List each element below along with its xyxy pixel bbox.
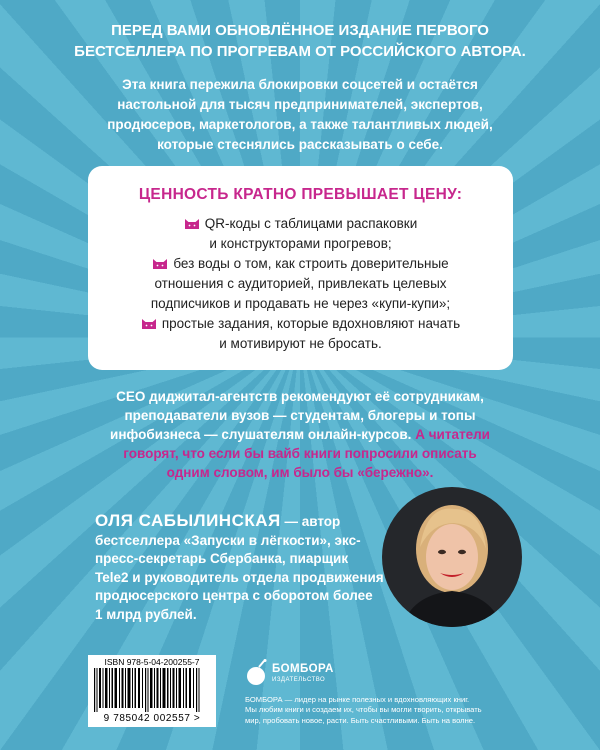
list-item — [88, 254, 513, 314]
publisher-desc-line: Мы любим книги и создаем их, чтобы вы могли творить, открывать — [245, 705, 482, 715]
publisher-subtitle: ИЗДАТЕЛЬСТВО — [272, 677, 326, 683]
author-bio-text: — автор — [280, 514, 341, 529]
headline-line: БЕСТСЕЛЛЕРА ПО ПРОГРЕВАМ ОТ РОССИЙСКОГО АВТОРА. — [74, 43, 526, 60]
author-bio-text: пресс-секретарь Сбербанка, пиарщик — [95, 551, 349, 566]
cat-face-icon — [152, 257, 168, 269]
author-bio — [95, 512, 385, 624]
reader-quote-text: А читатели — [415, 427, 490, 442]
author-bio-text: бестселлера «Запуски в лёгкости», экс- — [95, 532, 361, 548]
intro-line: продюсеров, маркетологов, а также талантливых людей, — [107, 117, 493, 132]
author-photo — [382, 487, 522, 627]
cat-face-icon — [184, 217, 200, 229]
headline-line: ПЕРЕД ВАМИ ОБНОВЛЁННОЕ ИЗДАНИЕ ПЕРВОГО — [111, 22, 489, 39]
author-bio-text: Tele2 и руководитель отдела продвижения — [95, 569, 384, 585]
card-title: ЦЕННОСТЬ КРАТНО ПРЕВЫШАЕТ ЦЕНУ: — [138, 186, 463, 203]
isbn-label: ISBN 978-5-04-200255-7 — [104, 657, 200, 667]
list-item-text: простые задания, которые вдохновляют начать — [161, 316, 461, 331]
reader-quote-text: одним словом, им было бы «бережно». — [166, 465, 434, 480]
list-item — [88, 214, 513, 254]
list-item-text: отношения с аудиторией, привлекать целевых — [154, 276, 447, 291]
barcode-icon — [92, 668, 212, 712]
intro-line: которые стеснялись рассказывать о себе. — [157, 137, 443, 152]
barcode-digits: 9 785042 002557 > — [103, 713, 201, 724]
intro-line: настольной для тысяч предпринимателей, экспертов, — [117, 97, 483, 112]
author-bio-text: продюсерского центра с оборотом более — [95, 588, 373, 603]
recommend-line: инфобизнеса — слушателям онлайн-курсов. — [110, 427, 412, 442]
list-item-text: и конструкторами прогревов; — [209, 236, 392, 251]
publisher-name: БОМБОРА — [272, 663, 334, 675]
intro-paragraph — [70, 75, 530, 155]
publisher-desc-line: БОМБОРА — лидер на рынке полезных и вдохновляющих книг. — [245, 695, 470, 704]
list-item — [88, 314, 513, 354]
reader-quote-text: говорят, что если бы вайб книги попросили описать — [123, 446, 477, 461]
recommend-line: CEO диджитал-агентств рекомендуют её сотрудникам, — [116, 389, 484, 404]
author-name: ОЛЯ САБЫЛИНСКАЯ — [95, 511, 281, 530]
intro-line: Эта книга пережила блокировки соцсетей и остаётся — [122, 77, 478, 92]
list-item-text: без воды о том, как строить доверительные — [173, 256, 449, 271]
recommendation-paragraph — [60, 387, 540, 482]
value-card — [88, 166, 513, 370]
list-item-text: и мотивируют не бросать. — [219, 336, 382, 351]
cat-face-icon — [141, 317, 157, 329]
publisher-description — [245, 695, 525, 726]
list-item-text: подписчиков и продавать не через «купи-купи»; — [150, 296, 451, 311]
author-bio-text: 1 млрд рублей. — [95, 606, 197, 622]
recommend-line: преподаватели вузов — студентам, блогеры и топы — [124, 408, 476, 423]
barcode-block — [88, 655, 216, 727]
publisher-desc-line: мир, пробовать новое, расти. Быть счастливыми. Быть на волне. — [245, 715, 476, 725]
headline — [40, 20, 560, 62]
list-item-text: QR-коды с таблицами распаковки — [204, 216, 418, 231]
